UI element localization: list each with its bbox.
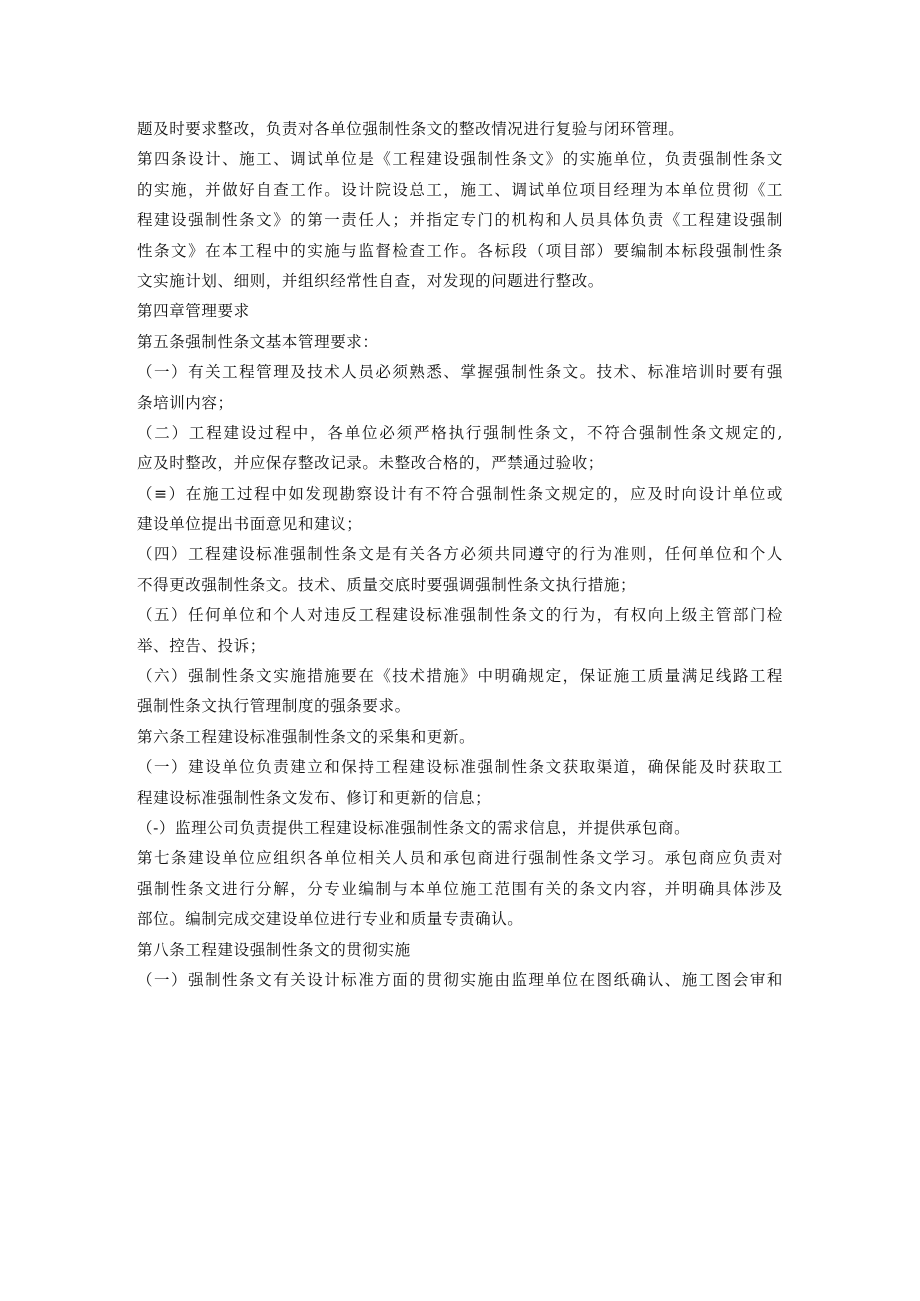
text-line: 应及时整改，并应保存整改记录。未整改合格的，严禁通过验收； — [137, 454, 604, 473]
text-line: （-）监理公司负责提供工程建设标准强制性条文的需求信息，并提供承包商。 — [137, 818, 691, 837]
text-line: 第五条强制性条文基本管理要求： — [137, 332, 379, 351]
text-line: （四）工程建设标准强制性条文是有关各方必须共同遵守的行为准则，任何单位和个人 — [137, 545, 783, 564]
text-line: （二）工程建设过程中，各单位必须严格执行强制性条文，不符合强制性条文规定的, — [137, 423, 783, 442]
text-line: （五）任何单位和个人对违反工程建设标准强制性条文的行为，有权向上级主管部门检 — [137, 606, 783, 625]
text-line: 文实施计划、细则，并组织经常性自查，对发现的问题进行整改。 — [137, 271, 604, 290]
text-line: 部位。编制完成交建设单位进行专业和质量专责确认。 — [137, 910, 524, 929]
text-line: 强制性条文执行管理制度的强条要求。 — [137, 697, 411, 716]
text-line: 条培训内容； — [137, 393, 234, 412]
text-line: 强制性条文进行分解，分专业编制与本单位施工范围有关的条文内容，并明确具体涉及 — [137, 879, 783, 898]
text-line: 第四章管理要求 — [137, 302, 250, 321]
text-line: （一）建设单位负责建立和保持工程建设标准强制性条文获取渠道，确保能及时获取工 — [137, 758, 783, 777]
text-line: （≡）在施工过程中如发现勘察设计有不符合强制性条文规定的，应及时向设计单位或 — [137, 484, 783, 503]
document-body — [137, 114, 783, 995]
text-line: 程建设强制性条文》的第一责任人；并指定专门的机构和人员具体负责《工程建设强制 — [137, 211, 783, 230]
text-line: 不得更改强制性条文。技术、质量交底时要强调强制性条文执行措施； — [137, 575, 637, 594]
text-line: （一）有关工程管理及技术人员必须熟悉、掌握强制性条文。技术、标准培训时要有强 — [137, 363, 783, 382]
text-line: 的实施，并做好自查工作。设计院设总工，施工、调试单位项目经理为本单位贯彻《工 — [137, 180, 783, 199]
text-line: 第六条工程建设标准强制性条文的采集和更新。 — [137, 727, 476, 746]
text-line: 性条文》在本工程中的实施与监督检查工作。各标段（项目部）要编制本标段强制性条 — [137, 241, 783, 260]
text-line: （一）强制性条文有关设计标准方面的贯彻实施由监理单位在图纸确认、施工图会审和 — [137, 970, 783, 989]
text-line: （六）强制性条文实施措施要在《技术措施》中明确规定，保证施工质量满足线路工程 — [137, 667, 783, 686]
text-line: 举、控告、投诉； — [137, 636, 266, 655]
text-line: 第八条工程建设强制性条文的贯彻实施 — [137, 940, 411, 959]
text-line: 建设单位提出书面意见和建议； — [137, 515, 363, 534]
text-line: 题及时要求整改，负责对各单位强制性条文的整改情况进行复验与闭环管理。 — [137, 120, 685, 138]
text-line: 第七条建设单位应组织各单位相关人员和承包商进行强制性条文学习。承包商应负责对 — [137, 849, 783, 868]
text-line: 第四条设计、施工、调试单位是《工程建设强制性条文》的实施单位，负责强制性条文 — [137, 150, 783, 169]
text-line: 程建设标准强制性条文发布、修订和更新的信息； — [137, 788, 492, 807]
